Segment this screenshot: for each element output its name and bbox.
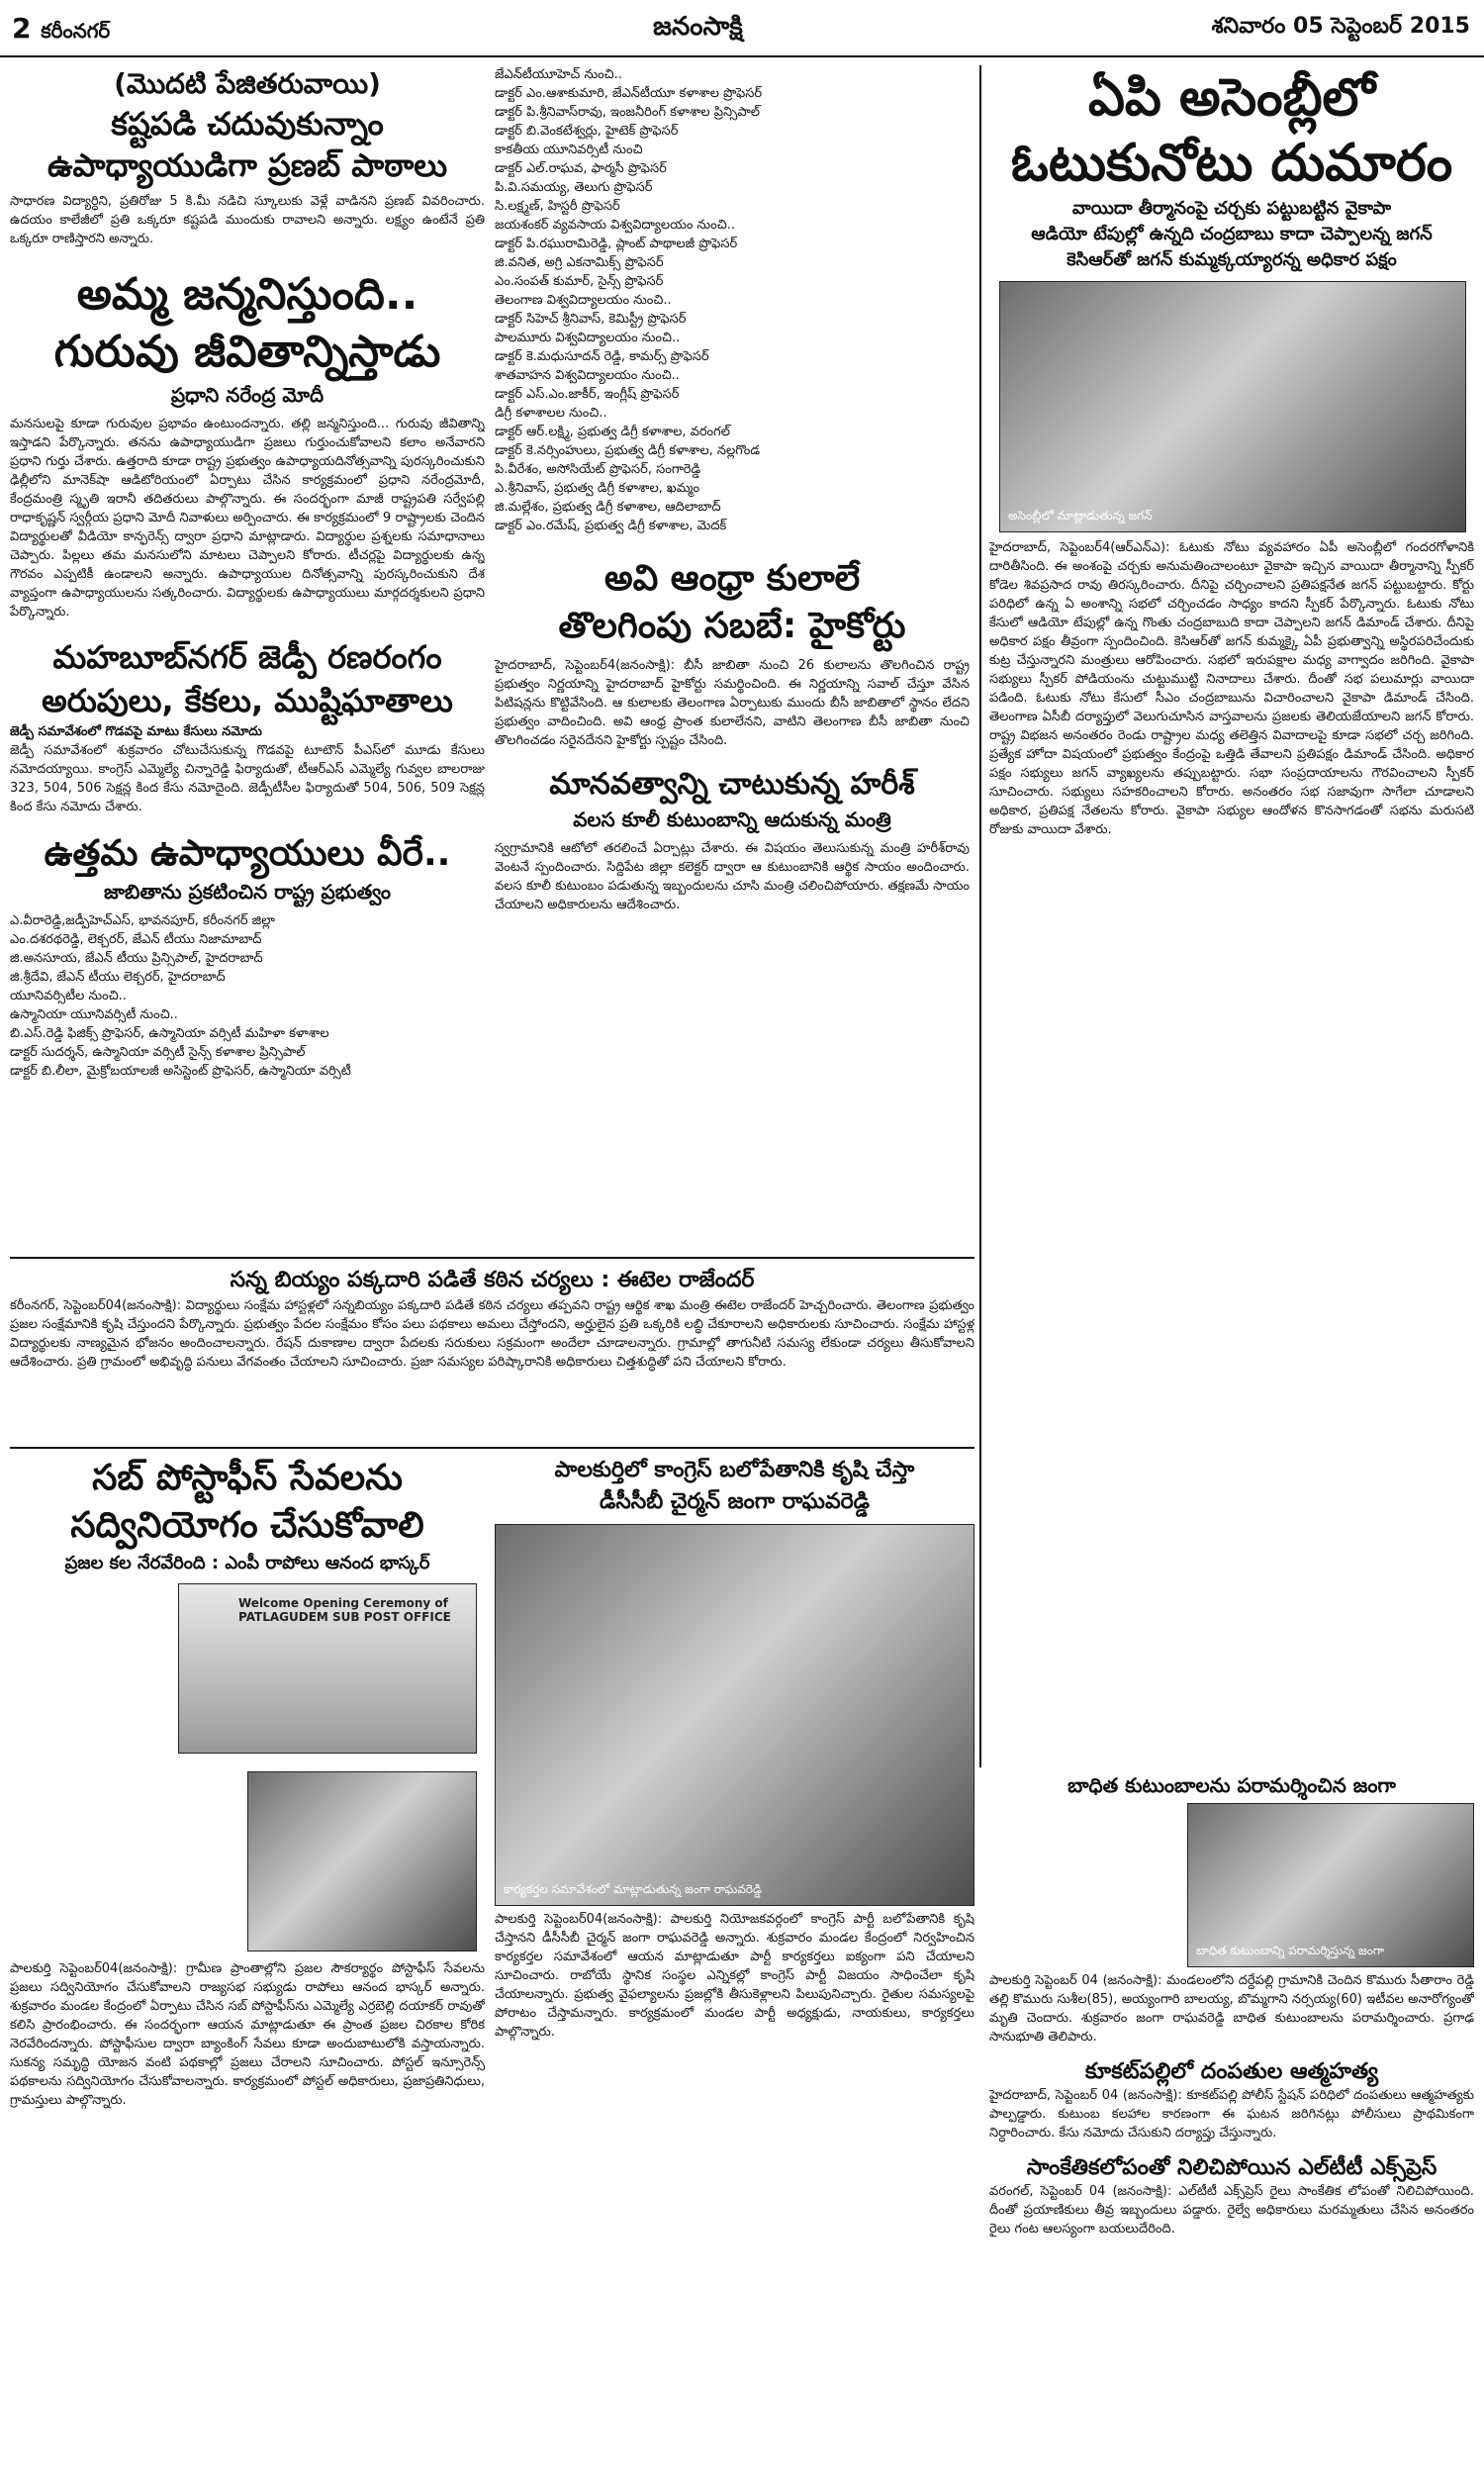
condolence-photo <box>1187 1803 1474 1967</box>
list-item: డాక్టర్ ఎస్.ఎం.జాకీర్, ఇంగ్లీష్ ప్రొఫెసర్ <box>495 387 680 402</box>
ceremony-photo <box>178 1583 477 1754</box>
ap-deck-2: ఆడియో టేపుల్లో ఉన్నది చంద్రబాబు కాదా చెప్పాలన్న జగన్ <box>1031 224 1433 244</box>
harish-body: స్వగ్రామానికి ఆటోలో తరలించే ఏర్పాట్లు చేశారు. ఈ విషయం తెలుసుకున్న మంత్రి హరీశ్‌రావు వెంటనే స్పందించారు. సిద్దిపేట జిల్లా కలెక్టర్ ద్వారా ఆ కుటుంబానికి ఆర్థిక సాయం అందించారు. వలస కూలీ కుటుంబం పడుతున్న ఇబ్బందులను చూసి మంత్రి చలించిపోయారు. తక్షణమే సాయం చేయాలని అధికారులను ఆదేశించారు. <box>495 841 970 912</box>
subpost-article <box>10 1455 485 2464</box>
kukatpally-body: హైదరాబాద్, సెప్టెంబర్ 04 (జనంసాక్షి): కూకట్‌పల్లి పోలీస్ స్టేషన్ పరిధిలో దంపతులు ఆత్మహత్యకు పాల్పడ్డారు. కుటుంబ కలహాల కారణంగా ఈ ఘటన జరిగినట్లు పోలీసులు ప్రాథమికంగా నిర్ధారించారు. కేసు నమోదు చేసుకుని దర్యాప్తు చేస్తున్నారు. <box>989 2088 1474 2141</box>
right-bottom-column <box>989 1771 1474 2464</box>
list-item: డాక్టర్ పి.రఘురామిరెడ్డి, ప్లాంట్ పాథాలజీ ప్రొఫెసర్ <box>495 237 738 251</box>
ap-title-2: ఓటుకునోటు దుమారం <box>1010 134 1453 193</box>
teachers-subtitle: జాబితాను ప్రకటించిన రాష్ట్ర ప్రభుత్వం <box>104 880 391 904</box>
pranab-body: సాధారణ విద్యార్ధిని, ప్రతిరోజు 5 కి.మీ నడిచి స్కూలుకు వెళ్లే వాడినని ప్రణబ్ వివరించారు. ఉదయం కాలేజీలో ప్రతి ఒక్కరూ కష్టపడి ముందుకు రావాలని అన్నారు. లక్ష్యం ఉంటేనే ప్రతి ఒక్కరూ రాణిస్తారని అన్నారు. <box>10 194 485 246</box>
ap-deck-3: కెసిఆర్‌తో జగన్ కుమ్మక్కయ్యారన్న అధికార పక్షం <box>1067 249 1397 270</box>
photo-caption: అసెంబ్లీలో మాట్లాడుతున్న జగన్ <box>1008 509 1153 523</box>
masthead-logo: జనంసాక్షి <box>653 12 743 42</box>
list-item: ఎ.శ్రీనివాస్, ప్రభుత్వ డిగ్రీ కళాశాల, ఖమ్మం <box>495 481 700 496</box>
issue-date: శనివారం 05 సెప్టెంబర్ 2015 <box>1211 14 1470 39</box>
list-item: జేఎన్‌టీయూహెచ్ నుంచి.. <box>495 67 622 82</box>
list-item: డాక్టర్ ఎం.ఆశాకుమారి, జేఎన్‌టీయూ కళాశాల ప్రొఫెసర్ <box>495 86 763 101</box>
right-column <box>989 65 1474 1767</box>
etela-title: సన్న బియ్యం పక్కదారి పడితే కఠిన చర్యలు : ఈటెల రాజేందర్ <box>230 1268 755 1292</box>
kukatpally-title: కూకట్‌పల్లిలో దంపతుల ఆత్మహత్య <box>1084 2059 1379 2084</box>
zptc-title-1: మహబూబ్‌నగర్ జెడ్పీ రణరంగం <box>52 638 442 676</box>
palakurthi-title-2: డీసీసీబీ చైర్మన్ జంగా రాఘవరెడ్డి <box>600 1489 870 1514</box>
teachers-list-continued <box>495 65 970 535</box>
list-item: డాక్టర్ కె.మధుసూదన్ రెడ్డి, కామర్స్ ప్రొఫెసర్ <box>495 349 709 364</box>
list-item: డాక్టర్ ఆర్.లక్ష్మి, ప్రభుత్వ డిగ్రీ కళాశాల, వరంగల్ <box>495 425 730 439</box>
mp-speaking-photo <box>247 1771 477 1951</box>
meeting-photo <box>495 1524 974 1906</box>
list-item: బి.ఎస్.రెడ్డి ఫిజిక్స్ ప్రొఫెసర్, ఉస్మానియా వర్సిటీ మహిళా కళాశాల <box>10 1026 329 1041</box>
left-column <box>10 65 485 1253</box>
pranab-title-1: కష్టపడి చదువుకున్నాం <box>111 105 384 143</box>
list-item: డాక్టర్ పి.శ్రీనివాస్‌రావు, ఇంజనీరింగ్ కళాశాల ప్రిన్సిపాల్ <box>495 105 760 120</box>
teachers-title: ఉత్తమ ఉపాధ్యాయులు వీరే.. <box>44 833 451 874</box>
banner-text: Welcome Opening Ceremony of PATLAGUDEM SUB POST OFFICE <box>238 1596 451 1624</box>
harish-subtitle: వలస కూలీ కుటుంబాన్ని ఆదుకున్న మంత్రి <box>573 808 891 831</box>
list-item: డాక్టర్ బి.లీలా, మైక్రోబయాలజీ అసిస్టెంట్ ప్రొఫెసర్, ఉస్మానియా వర్సిటీ <box>10 1064 351 1079</box>
palakurthi-photo-wrap <box>495 1524 974 1910</box>
list-item: డాక్టర్ బి.వెంకటేశ్వర్లు, హైటెక్ ప్రొఫెసర్ <box>495 124 679 139</box>
list-item: జి.శ్రీదేవి, జేఎన్ టీయు లెక్చరర్, హైదరాబాద్ <box>10 970 226 985</box>
hc-title-1: అవి ఆంధ్రా కులాలే <box>603 558 861 599</box>
list-item: డాక్టర్ సిహెచ్ శ్రీనివాస్, కెమిస్ట్రీ ప్రొఫెసర్ <box>495 312 687 327</box>
photo-caption: కార్యకర్తల సమావేశంలో మాట్లాడుతున్న జంగా రాఘవరెడ్డి <box>504 1882 762 1896</box>
hc-title-2: తొలగింపు సబబే: హైకోర్టు <box>558 606 906 646</box>
etela-body: కరీంనగర్, సెప్టెంబర్04(జనంసాక్షి): విద్యార్థులు సంక్షేమ హాస్టళ్లలో సన్నబియ్యం పక్కదారి పడితే కఠిన చర్యలు తప్పవని రాష్ట్ర ఆర్థిక శాఖ మంత్రి ఈటెల రాజేందర్ హెచ్చరించారు. తెలంగాణ ప్రభుత్వం ప్రజల సంక్షేమానికి కృషి చేస్తుందని పేర్కొన్నారు. ప్రభుత్వం పేదల సంక్షేమం కోసం పలు పథకాలు అమలు చేస్తోందని, అర్హులైన ప్రతి ఒక్కరికి లబ్ధి చేకూరాలని అధికారులకు సూచించారు. సంక్షేమ హాస్టళ్ల విద్యార్థులకు నాణ్యమైన భోజనం అందించాలన్నారు. రేషన్ దుకాణాల ద్వారా పేదలకు సరుకులు సక్రమంగా అందేలా చూడాలన్నారు. గ్రామాల్లో తాగునీటి సమస్య లేకుండా చర్యలు తీసుకోవాలని ఆదేశించారు. ప్రతి గ్రామంలో అభివృద్ధి పనులు వేగవంతం చేయాలని సూచించారు. ప్రజా సమస్యల పరిష్కారానికి అధికారులు చిత్తశుద్ధితో పని చేయాలని కోరారు. <box>10 1298 974 1370</box>
jagan-photo <box>999 281 1466 532</box>
teachers-list <box>10 911 485 1081</box>
list-item: జి.అనసూయ, జేఎన్ టీయు ప్రిన్సిపాల్, హైదరాబాద్ <box>10 951 263 966</box>
list-item: పాలమూరు విశ్వవిద్యాలయం నుంచి.. <box>495 331 681 345</box>
list-item: సి.లక్ష్మణ్, హిస్టరీ ప్రొఫెసర్ <box>495 199 620 214</box>
zptc-body: జెడ్పీ సమావేశంలో శుక్రవారం చోటుచేసుకున్న గొడవపై టూటౌన్ పీఎస్‌లో మూడు కేసులు నమోదయ్యాయి. కాంగ్రెస్ ఎమ్మెల్యే చిన్నారెడ్డి ఫిర్యాదుతో, టీఆర్ఎస్ ఎమ్మెల్యే గువ్వల బాలరాజు 323, 504, 506 సెక్షన్ల కింద కేసు నమోదైంది. జెడ్పీటీసీల ఫిర్యాదుతో 504, 506, 509 సెక్షన్ల కింద కేసు నమోదు చేశారు. <box>10 743 485 814</box>
jangaa-title: బాధిత కుటుంబాలను పరామర్శించిన జంగా <box>1067 1773 1396 1797</box>
subpost-body: పాలకుర్తి సెప్టెంబర్04(జనంసాక్షి): గ్రామీణ ప్రాంతాల్లోని ప్రజల సౌకర్యార్థం పోస్టాఫీస్ సేవలను ప్రజలు సద్వినియోగం చేసుకోవాలని రాజ్యసభ సభ్యుడు రాపోలు ఆనంద భాస్కర్ అన్నారు. శుక్రవారం మండల కేంద్రంలో ఏర్పాటు చేసిన సబ్ పోస్టాఫీస్‌ను ఎమ్మెల్యే ఎర్రబెల్లి దయాకర్ రావుతో కలిసి ప్రారంభించారు. ఈ సందర్భంగా ఆయన మాట్లాడుతూ ఈ ప్రాంత ప్రజల చిరకాల కోరిక నెరవేరిందన్నారు. పోస్టాఫీసుల ద్వారా బ్యాంకింగ్ సేవలు కూడా అందుబాటులోకి వస్తాయన్నారు. సుకన్య సమృద్ధి యోజన వంటి పథకాల్లో ప్రజలు చేరాలని సూచించారు. పోస్టల్ ఇన్సూరెన్స్ పథకాలను సద్వినియోగం చేసుకోవాలన్నారు. కార్యక్రమంలో పోస్టల్ అధికారులు, ప్రజాప్రతినిధులు, గ్రామస్తులు పాల్గొన్నారు. <box>10 1961 485 2108</box>
modi-subtitle: ప్రధాని నరేంద్ర మోదీ <box>170 383 325 407</box>
pranab-kicker: (మొదటి పేజితరువాయి) <box>114 67 381 100</box>
zptc-title-2: అరుపులు, కేకలు, ముష్టిఘాతాలు <box>42 682 453 719</box>
ltt-title: సాంకేతికలోపంతో నిలిచిపోయిన ఎల్‌టీటీ ఎక్స్‌ప్రెస్ <box>1026 2155 1438 2180</box>
list-item: జయశంకర్ వ్యవసాయ విశ్వవిద్యాలయం నుంచి.. <box>495 218 735 233</box>
column-divider <box>979 65 981 1767</box>
list-item: పి.వి.సమయ్య, తెలుగు ప్రొఫెసర్ <box>495 180 653 195</box>
list-item: డాక్టర్ సుదర్శన్, ఉస్మానియా వర్సిటీ సైన్స్ కళాశాల ప్రిన్సిపాల్ <box>10 1045 306 1060</box>
palakurthi-title-1: పాలకుర్తిలో కాంగ్రెస్ బలోపేతానికి కృషి చేస్తా <box>554 1458 915 1482</box>
zptc-lead: జెడ్పీ సమావేశంలో గొడవపై మాటు కేసులు నమోదు <box>10 724 262 739</box>
photo-caption: బాధిత కుటుంబాన్ని పరామర్శిస్తున్న జంగా <box>1196 1944 1384 1957</box>
list-item: డాక్టర్ ఎం.రమేష్, ప్రభుత్వ డిగ్రీ కళాశాల, మెదక్ <box>495 519 727 533</box>
list-item: కాకతీయ యూనివర్సిటీ నుంచి <box>495 143 643 157</box>
list-item: జి.మల్లేశం, ప్రభుత్వ డిగ్రీ కళాశాల, ఆదిలాబాద్ <box>495 500 721 515</box>
page-header <box>0 0 1484 57</box>
ap-body: హైదరాబాద్, సెప్టెంబర్4(ఆర్ఎన్ఎ): ఓటుకు నోటు వ్యవహారం ఏపీ అసెంబ్లీలో గందరగోళానికి దారితీసింది. ఈ అంశంపై చర్చకు అనుమతించాలంటూ వైకాపా ఇచ్చిన వాయిదా తీర్మానాన్ని స్పీకర్ కోడెల శివప్రసాద రావు తిరస్కరించారు. దీనిపై చర్చించాలని ప్రతిపక్షనేత జగన్ పట్టుబట్టారు. కోర్టు పరిధిలో ఉన్న ఏ అంశాన్ని సభలో చర్చించడం సాధ్యం కాదని స్పీకర్ పేర్కొన్నారు. ఓటుకు నోటు కేసులో ఆడియో టేపుల్లో ఉన్న గొంతు చంద్రబాబుది కాదా చెప్పాలని జగన్ డిమాండ్ చేశారు. దీనిపై అధికార పక్షం తీవ్రంగా స్పందించింది. కెసిఆర్‌తో జగన్ కుమ్మక్కై ఏపీ ప్రభుత్వాన్ని అస్థిరపరిచేందుకు కుట్ర చేస్తున్నారని మంత్రులు ఆరోపించారు. సభలో ఇరుపక్షాల మధ్య వాగ్వాదం జరిగింది. వైకాపా సభ్యులు స్పీకర్ పోడియంను చుట్టుముట్టి నినాదాలు చేశారు. దీంతో సభ పలుమార్లు వాయిదా పడింది. ఓటుకు నోటు కేసులో సీఎం చంద్రబాబును విచారించాలని వైకాపా డిమాండ్ చేసింది. తెలంగాణ ఏసీబీ దర్యాప్తులో వెలుగుచూసిన వాస్తవాలను ప్రజలకు తెలియజేయాలని జగన్ కోరారు. రాష్ట్ర విభజన అనంతరం రెండు రాష్ట్రాల మధ్య తలెత్తిన వివాదాలపై కూడా సభలో చర్చ జరిగింది. ప్రత్యేక హోదా విషయంలో ప్రభుత్వం కేంద్రంపై ఒత్తిడి తేవాలని ప్రతిపక్షం డిమాండ్ చేసింది. అధికార పక్షం సభ్యులు జగన్ వ్యాఖ్యలను తప్పుబట్టారు. సభా సంప్రదాయాలను గౌరవించాలని స్పీకర్ సూచించారు. సభ్యులు సహకరించాలని కోరారు. అనంతరం సభ సజావుగా సాగేలా చూడాలని అధికార, ప్రతిపక్ష నేతలను కోరారు. వైకాపా సభ్యుల ఆందోళన కొనసాగడంతో సభను మరుసటి రోజుకు వాయిదా వేశారు. <box>989 540 1474 837</box>
ap-photo-wrap <box>989 281 1474 538</box>
ap-title-1: ఏపి అసెంబ్లీలో <box>1087 68 1376 128</box>
page-number: 2 కరీంనగర్ <box>12 12 111 45</box>
list-item: జి.వనిత, అగ్రి ఎకనామిక్స్ ప్రొఫెసర్ <box>495 255 664 270</box>
modi-title-2: గురువు జీవితాన్నిస్తాడు <box>53 327 441 377</box>
subpost-title-2: సద్వినియోగం చేసుకోవాలి <box>70 1505 424 1546</box>
list-item: డాక్టర్ కె.నర్సింహులు, ప్రభుత్వ డిగ్రీ కళాశాల, నల్లగొండ <box>495 443 760 458</box>
ap-deck-1: వాయిదా తీర్మానంపై చర్చకు పట్టుబట్టిన వైకాపా <box>1071 198 1392 219</box>
section-rule <box>10 1447 974 1449</box>
list-item: ఎ.వీరారెడ్డి,జడ్పీహెచ్ఎస్, భావనపూర్, కరీంనగర్ జిల్లా <box>10 913 275 928</box>
list-item: డాక్టర్ ఎల్.రాఘవ, ఫార్మసీ ప్రొఫెసర్ <box>495 161 667 176</box>
subpost-subtitle: ప్రజల కల నేరవేరింది : ఎంపీ రాపోలు ఆనంద భాస్కర్ <box>64 1553 430 1573</box>
list-item: ఉస్మానియా యూనివర్సిటీ నుంచి.. <box>10 1007 178 1022</box>
list-item: ఎం.దశరథరెడ్డి, లెక్చరర్, జేఎన్ టీయు నిజామాబాద్ <box>10 932 262 947</box>
subpost-photos <box>10 1583 485 1959</box>
harish-title: మానవత్వాన్ని చాటుకున్న హరీశ్ <box>549 767 915 802</box>
list-item: ఎం.సంపత్ కుమార్, సైన్స్ ప్రొఫెసర్ <box>495 274 664 289</box>
jangaa-photo-wrap <box>989 1803 1474 1971</box>
list-item: శాతవాహన విశ్వవిద్యాలయం నుంచి.. <box>495 368 680 383</box>
subpost-title-1: సబ్ పోస్టాఫీస్ సేవలను <box>92 1458 403 1498</box>
list-item: యూనివర్సిటీల నుంచి.. <box>10 989 127 1003</box>
hc-body: హైదరాబాద్, సెప్టెంబర్4(జనంసాక్షి): బీసీ జాబితా నుంచి 26 కులాలను తొలగించిన రాష్ట్ర ప్రభుత్వం నిర్ణయాన్ని హైదరాబాద్ హైకోర్టు సమర్థించింది. ఈ నిర్ణయాన్ని సవాల్ చేస్తూ వేసిన పిటిషన్లను కొట్టివేసింది. ఆ కులాలకు తెలంగాణ ఏర్పాటుకు ముందు బీసీ జాబితాలో స్థానం లేదని ప్రభుత్వం వాదించింది. అవి ఆంధ్ర ప్రాంత కులాలేనని, వాటిని తెలంగాణ బీసీ జాబితా నుంచి తొలగించడం సరైనదేనని హైకోర్టు స్పష్టం చేసింది. <box>495 658 970 748</box>
middle-column <box>495 65 970 1253</box>
modi-title-1: అమ్మ జన్మనిస్తుంది.. <box>76 269 418 320</box>
modi-body: మనసులపై కూడా గురువుల ప్రభావం ఉంటుందన్నారు. తల్లి జన్మనిస్తుంది... గురువు జీవితాన్ని ఇస్తాడని పేర్కొన్నారు. తనను ఉపాధ్యాయుడిగా ప్రజలు గుర్తుంచుకోవాలని కలాం అనేవారని ప్రధాని గుర్తు చేశారు. ఉత్తరాది కూడా రాష్ట్ర ప్రభుత్వం ఉపాధ్యాయదినోత్సవాన్ని పురస్కరించుకుని ఢిల్లీలోని మానెక్‌షా ఆడిటోరియంలో ఏర్పాటు చేసిన కార్యక్రమంలో ప్రధాని నరేంద్రమోదీ, కేంద్రమంత్రి స్మృతి ఇరానీ తదితరులు పాల్గొన్నారు. ఈ సందర్భంగా మాజీ రాష్ట్రపతి సర్వేపల్లి రాధాకృష్ణన్ స్వర్గీయ ప్రధాని మోదీ నివాళులు అర్పించారు. ఈ కార్యక్రమంలో 9 రాష్ట్రాలకు చెందిన విద్యార్థులతో వీడియో కాన్ఫరెన్స్ ద్వారా ప్రధాని మాట్లాడారు. విద్యార్థుల ప్రశ్నలకు సమాధానాలు చెప్పారు. పిల్లలు తమ మనసులోని మాటలు చెప్పాలని కోరారు. టీచర్లపై విద్యార్థులకు ఉన్న గౌరవం ఎప్పటికీ ఉండాలని అన్నారు. ఉపాధ్యాయుల దినోత్సవాన్ని పురస్కరించుకుని దేశ వ్యాప్తంగా ఉపాధ్యాయులను సత్కరించారు. విద్యార్థులకు ఉపాధ్యాయులు మార్గదర్శకులని ప్రధాని పేర్కొన్నారు. <box>10 417 485 619</box>
etela-article <box>10 1265 974 1443</box>
list-item: పి.వీరేశం, అసోసియేట్ ప్రొఫెసర్, సంగారెడ్డి <box>495 462 701 477</box>
pranab-title-2: ఉపాధ్యాయుడిగా ప్రణబ్ పాఠాలు <box>46 146 448 184</box>
palakurthi-article <box>495 1455 974 2464</box>
palakurthi-body: పాలకుర్తి సెప్టెంబర్04(జనంసాక్షి): పాలకుర్తి నియోజకవర్గంలో కాంగ్రెస్ పార్టీ బలోపేతానికి కృషి చేస్తానని డీసీసీబీ చైర్మన్ జంగా రాఘవరెడ్డి అన్నారు. శుక్రవారం మండల కేంద్రంలో నిర్వహించిన కార్యకర్తల సమావేశంలో ఆయన మాట్లాడుతూ పార్టీ కార్యకర్తలు ఐక్యంగా పని చేయాలని సూచించారు. రాబోయే స్థానిక సంస్థల ఎన్నికల్లో కాంగ్రెస్ పార్టీ విజయం సాధించేలా కృషి చేయాలన్నారు. ప్రభుత్వ వైఫల్యాలను ప్రజల్లోకి తీసుకెళ్లాలని పిలుపునిచ్చారు. రైతుల సమస్యలపై పోరాటం చేస్తామన్నారు. కార్యక్రమంలో మండల పార్టీ అధ్యక్షుడు, నాయకులు, కార్యకర్తలు పాల్గొన్నారు. <box>495 1912 974 2040</box>
ltt-body: వరంగల్, సెప్టెంబర్ 04 (జనంసాక్షి): ఎల్‌టీటీ ఎక్స్‌ప్రెస్ రైలు సాంకేతిక లోపంతో నిలిచిపోయింది. దీంతో ప్రయాణికులు తీవ్ర ఇబ్బందులు పడ్డారు. రైల్వే అధికారులు మరమ్మతులు చేసిన అనంతరం రైలు గంట ఆలస్యంగా బయలుదేరింది. <box>989 2184 1474 2236</box>
section-rule <box>10 1257 974 1259</box>
list-item: తెలంగాణ విశ్వవిద్యాలయం నుంచి.. <box>495 293 672 308</box>
list-item: డిగ్రీ కళాశాలల నుంచి.. <box>495 406 607 421</box>
jangaa-body: పాలకుర్తి సెప్టెంబర్ 04 (జనంసాక్షి): మండలంలోని దర్దేపల్లి గ్రామానికి చెందిన కొమురు సీతారాం రెడ్డి తల్లి కొమురు సుశీల(85), అయ్యంగారి బాలయ్య, బొమ్మగాని నర్సయ్య(60) ఇటీవల అనారోగ్యంతో మృతి చెందారు. శుక్రవారం జంగా రాఘవరెడ్డి బాధిత కుటుంబాలను పరామర్శించారు. ప్రగాఢ సానుభూతి తెలిపారు. <box>989 1973 1474 2045</box>
